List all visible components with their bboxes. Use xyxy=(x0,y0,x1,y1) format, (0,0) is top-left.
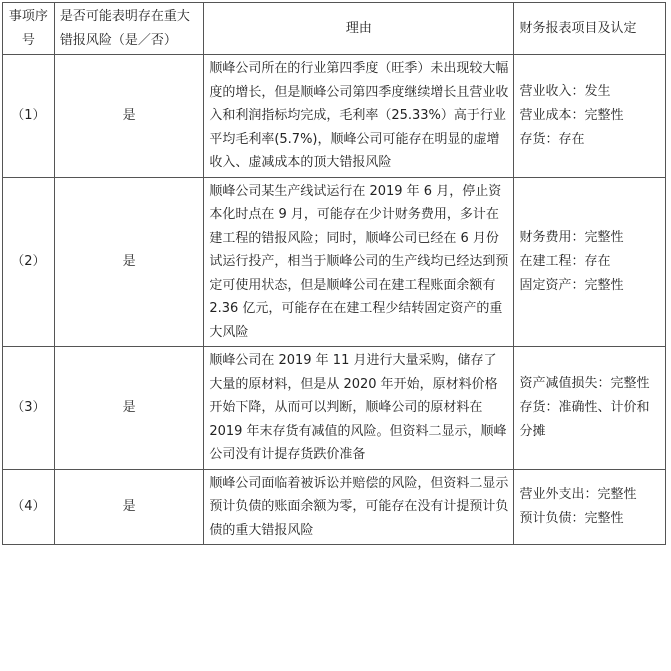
assertion-line: 资产减值损失：完整性 xyxy=(519,375,650,391)
assertion-line: 在建工程：存在 xyxy=(519,253,611,269)
risk-flag: 是 xyxy=(54,347,203,470)
reason-text: 顺峰公司所在的行业第四季度（旺季）未出现较大幅度的增长，但是顺峰公司第四季度继续增长且营业收入和利润指标均完成，毛利率（25.33%）高于行业平均毛利率(5.7%)，顺峰公司可能存在明显的虚增收入、虚减成本的顶大错报风险 xyxy=(204,55,514,178)
risk-flag: 是 xyxy=(54,469,203,545)
assertion-line: 财务费用：完整性 xyxy=(519,229,624,245)
table-row xyxy=(3,177,666,347)
audit-risk-table xyxy=(2,2,666,545)
accounts-assertions xyxy=(514,347,666,470)
assertion-line: 固定资产：完整性 xyxy=(519,277,624,293)
header-reason: 理由 xyxy=(204,3,514,55)
table-row xyxy=(3,55,666,178)
assertion-line: 存货：存在 xyxy=(519,131,585,147)
assertion-line: 营业收入：发生 xyxy=(519,83,611,99)
accounts-assertions xyxy=(514,55,666,178)
assertion-line: 营业外支出：完整性 xyxy=(519,486,637,502)
item-number: （4） xyxy=(3,469,55,545)
header-row xyxy=(3,3,666,55)
reason-text: 顺峰公司在 2019 年 11 月进行大量采购，储存了大量的原材料，但是从 2020 年开始，原材料价格开始下降，从而可以判断，顺峰公司的原材料在 2019 年末存货有减值的风险。但资料二显示，顺峰公司没有计提存货跌价准备 xyxy=(204,347,514,470)
reason-text: 顺峰公司某生产线试运行在 2019 年 6 月，停止资本化时点在 9 月，可能存在少计财务费用，多计在建工程的错报风险；同时，顺峰公司已经在 6 月份试运行投产，相当于顺峰公司的生产线均已经达到预定可使用状态，但是顺峰公司在建工程账面余额有 2.36 亿元，可能存在在建工程少结转固定资产的重大风险 xyxy=(204,177,514,347)
accounts-assertions xyxy=(514,469,666,545)
assertion-line: 营业成本：完整性 xyxy=(519,107,624,123)
risk-flag: 是 xyxy=(54,55,203,178)
assertion-line: 预计负债：完整性 xyxy=(519,510,624,526)
accounts-assertions xyxy=(514,177,666,347)
header-accounts-assertions: 财务报表项目及认定 xyxy=(514,3,666,55)
assertion-line: 存货：准确性、计价和分摊 xyxy=(519,399,650,439)
item-number: （3） xyxy=(3,347,55,470)
reason-text: 顺峰公司面临着被诉讼并赔偿的风险，但资料二显示预计负债的账面余额为零，可能存在没有计提预计负债的重大错报风险 xyxy=(204,469,514,545)
item-number: （2） xyxy=(3,177,55,347)
table-row xyxy=(3,469,666,545)
header-item-number: 事项序号 xyxy=(3,3,55,55)
item-number: （1） xyxy=(3,55,55,178)
table-row xyxy=(3,347,666,470)
header-risk-flag: 是否可能表明存在重大错报风险（是／否） xyxy=(54,3,203,55)
risk-flag: 是 xyxy=(54,177,203,347)
